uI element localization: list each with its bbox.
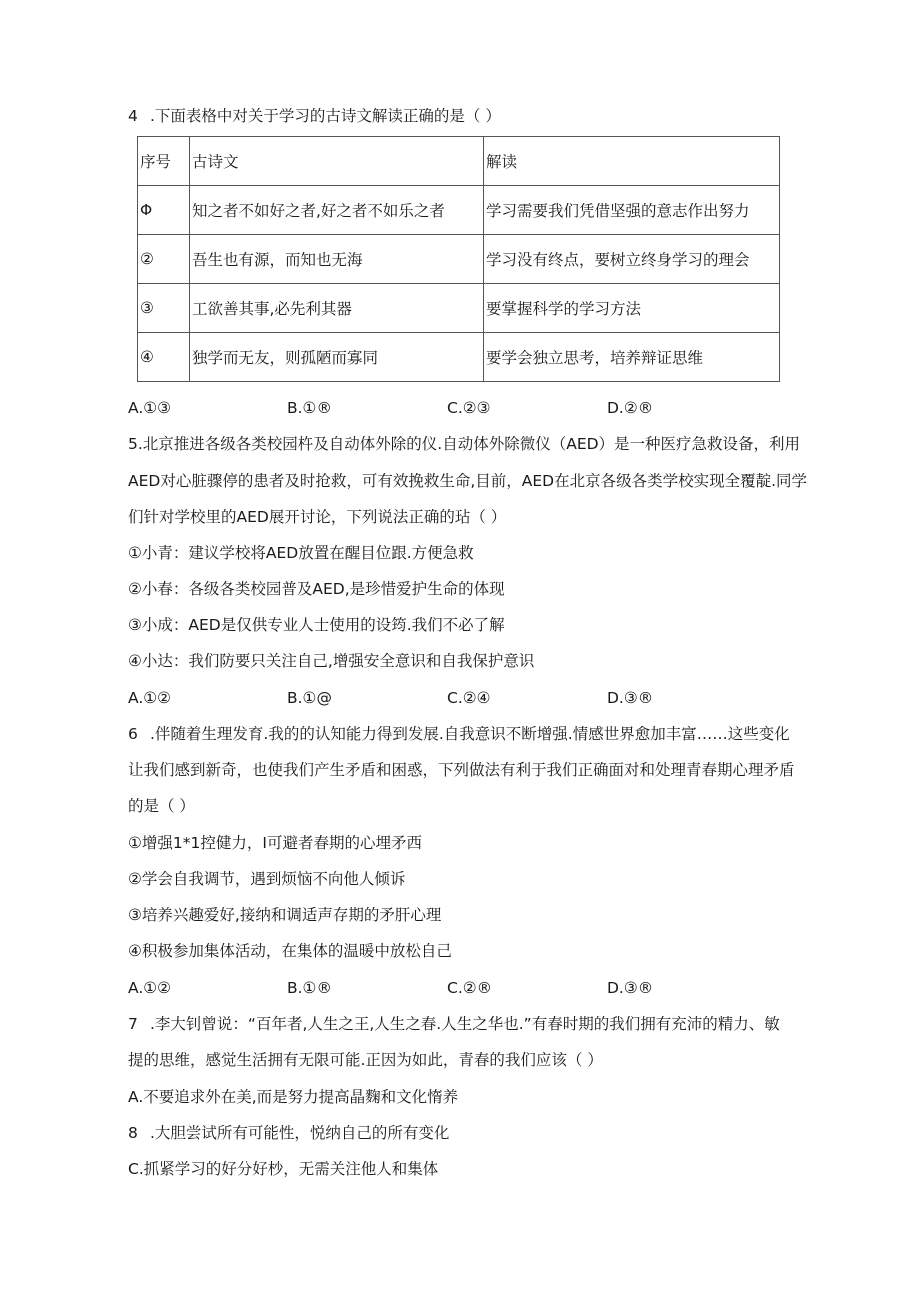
q6-item: ④积极参加集体活动，在集体的温暖中放松自己 (128, 942, 452, 960)
q6-item: ②学会自我调节，遇到烦恼不向他人倾诉 (128, 870, 406, 888)
q4-option-c: C.②③ (447, 399, 491, 417)
q4-options (128, 398, 688, 418)
table-header-cell: 解读 (484, 137, 780, 186)
q4-number: 4 (128, 107, 138, 125)
table-cell: ② (138, 235, 190, 284)
q6-item: ③培养兴趣爱好,接纳和调适声存期的矛肝心理 (128, 906, 442, 924)
table-cell: 学习没有终点，要树立终身学习的理会 (484, 235, 780, 284)
q8-stem-text: .大胆尝试所有可能性，悦纳自己的所有变化 (150, 1124, 450, 1142)
q5-item: ①小青：建议学校将AED放置在醒目位跟.方便急救 (128, 544, 474, 562)
q6-option-b: B.①® (287, 979, 332, 997)
q6-option-a: A.①② (128, 979, 172, 997)
q7-number: 7 (128, 1015, 138, 1033)
q8-stem (128, 1123, 449, 1143)
q5-item: ②小春：各级各类校园普及AED,是珍惜爱护生命的体现 (128, 580, 505, 598)
q7-stem-text: .李大钊曾说：“百年者,人生之王,人生之春.人生之华也.”有春时期的我们拥有充沛的精力、敏 (150, 1015, 780, 1033)
q6-options (128, 978, 688, 998)
table-row (138, 235, 780, 284)
q8-number: 8 (128, 1124, 138, 1142)
q6-stem (128, 724, 790, 744)
table-row (138, 284, 780, 333)
q5-item: ④小达：我们防要只关注自己,增强安全意识和自我保护意识 (128, 652, 535, 670)
table-cell: 学习需要我们凭借坚强的意志作出努力 (484, 186, 780, 235)
q6-option-d: D.③® (607, 979, 654, 997)
q5-item: ③小成：AED是仅供专业人士使用的设筠.我们不必了解 (128, 616, 505, 634)
table-header-cell: 序号 (138, 137, 190, 186)
table-cell: 吾生也有源，而知也无海 (190, 235, 484, 284)
table-cell: 工欲善其事,必先利其器 (190, 284, 484, 333)
table-cell: 要学会独立思考，培养辩证思维 (484, 333, 780, 382)
q4-stem-text: .下面表格中对关于学习的古诗文解读正确的是（ ） (150, 107, 501, 125)
q4-table (137, 136, 780, 382)
table-row (138, 186, 780, 235)
q5-stem-line: 们针对学校里的AED展开讨论，下列说法正确的玷（ ） (128, 508, 507, 526)
table-header-row (138, 137, 780, 186)
q7-stem-line: 提的思维，感觉生活拥有无限可能.正因为如此，青春的我们应该（ ） (128, 1051, 603, 1069)
q5-option-a: A.①② (128, 689, 172, 707)
q4-option-b: B.①® (287, 399, 332, 417)
q5-option-c: C.②④ (447, 689, 491, 707)
q7-stem (128, 1014, 780, 1034)
table-row (138, 333, 780, 382)
q5-option-b: B.①@ (287, 689, 332, 707)
q8-option-c: C.抓紧学习的好分好杪，无需关注他人和集体 (128, 1160, 439, 1178)
q6-option-c: C.②® (447, 979, 493, 997)
q6-item: ①增强1*1控健力，I可避者春期的心埋矛西 (128, 834, 422, 852)
q5-stem-line: 5.北京推进各级各类校园杵及自动体外除的仪.自动体外除微仪（AED）是一种医疗急救设备，利用 (128, 435, 801, 453)
table-cell: ④ (138, 333, 190, 382)
q4-stem (128, 106, 501, 126)
q7-option-a: A.不要追求外在美,而是努力提高晶麴和文化惰养 (128, 1088, 459, 1106)
q6-stem-text: .伴随着生理发育.我的的认知能力得到发展.自我意识不断增强.情感世界愈加丰富……这些变化 (150, 725, 790, 743)
table-cell: 独学而无友，则孤陋而寡同 (190, 333, 484, 382)
table-header-cell: 古诗文 (190, 137, 484, 186)
table-cell: 要掌握科学的学习方法 (484, 284, 780, 333)
q5-stem-line: AED对心脏骤停的患者及时抢救，可有效挽救生命,目前，AED在北京各级各类学校实现全覆靛.同学 (128, 472, 808, 490)
q6-stem-line: 让我们感到新奇，也使我们产生矛盾和困惑，下列做法有利于我们正确面对和处理青春期心理矛盾 (128, 761, 795, 779)
q4-option-a: A.①③ (128, 399, 172, 417)
table-cell: Φ (138, 186, 190, 235)
q5-options (128, 688, 688, 708)
table-cell: 知之者不如好之者,好之者不如乐之者 (190, 186, 484, 235)
q5-option-d: D.③® (607, 689, 654, 707)
q6-stem-line: 的是（ ） (128, 797, 195, 815)
q6-number: 6 (128, 725, 138, 743)
table-cell: ③ (138, 284, 190, 333)
q4-option-d: D.②® (607, 399, 654, 417)
